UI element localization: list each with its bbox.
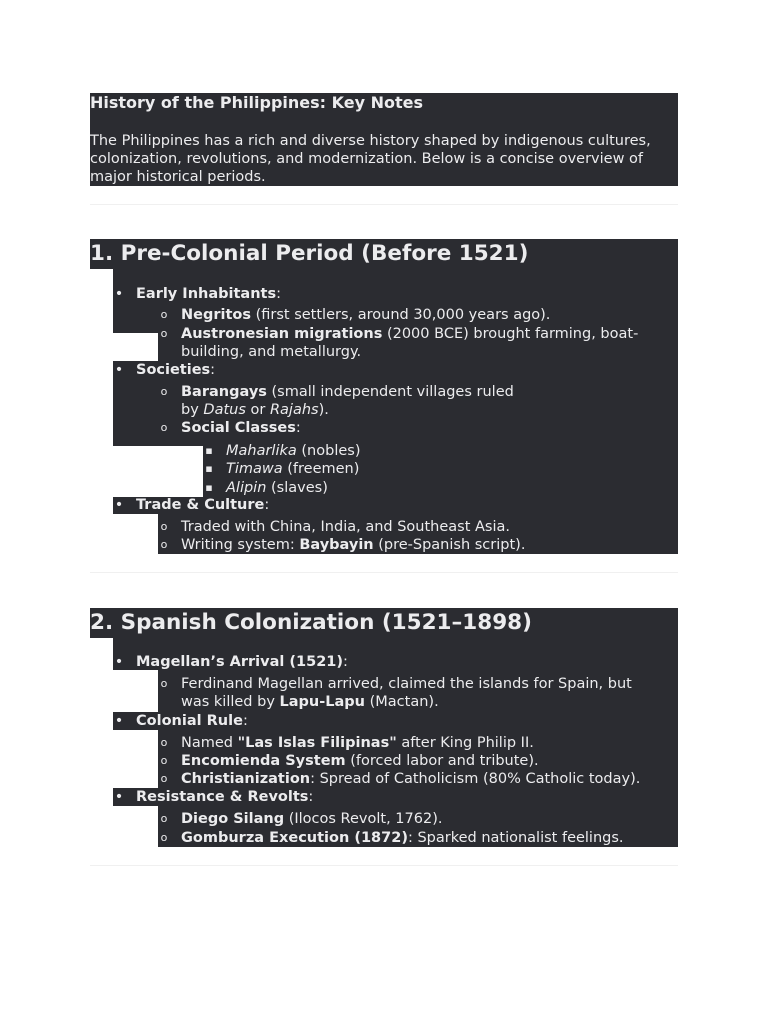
document-title: History of the Philippines: Key Notes [90, 93, 423, 112]
divider [90, 572, 678, 573]
list-item-continuation: building, and metallurgy. [181, 344, 362, 360]
section-heading: 1. Pre-Colonial Period (Before 1521) [90, 239, 678, 269]
title-block [90, 93, 678, 186]
list-item-continuation: by Datus or Rajahs). [181, 402, 329, 418]
divider [90, 865, 678, 866]
section-pre-colonial: 1. Pre-Colonial Period (Before 1521) • Early Inhabitants: o Negritos (first settlers, around 30,000 years ago). o Austronesian migrations (2000 BCE) brought farming, boat- building, and metallurgy. • Societies: o Barangays (small independent villages ruled by Datus or Rajahs). o Social Classes: ▪ Maharlika (nobles) ▪ Timawa (freemen) ▪ Alipin (slaves) • Trade & Culture: o Traded with China, India, and Southeast Asia. o Writing system: Baybayin (pre-Spanish script). [90, 239, 678, 554]
document-intro: The Philippines has a rich and diverse history shaped by indigenous cultures, colonization, revolutions, and modernization. Below is a concise overview of major historical periods. [90, 133, 651, 185]
list-item-continuation: was killed by Lapu-Lapu (Mactan). [181, 694, 439, 710]
divider [90, 204, 678, 205]
section-heading: 2. Spanish Colonization (1521–1898) [90, 608, 678, 638]
section-spanish-colonization: 2. Spanish Colonization (1521–1898) • Magellan’s Arrival (1521): o Ferdinand Magellan arrived, claimed the islands for Spain, but was killed by Lapu-Lapu (Mactan). • Colonial Rule: o Named "Las Islas Filipinas" after King Philip II. o Encomienda System (forced labor and tribute). o Christianization: Spread of Catholicism (80% Catholic today). • Resistance & Revolts: o Diego Silang (Ilocos Revolt, 1762). o Gomburza Execution (1872): Sparked nationalist feelings. [90, 608, 678, 847]
